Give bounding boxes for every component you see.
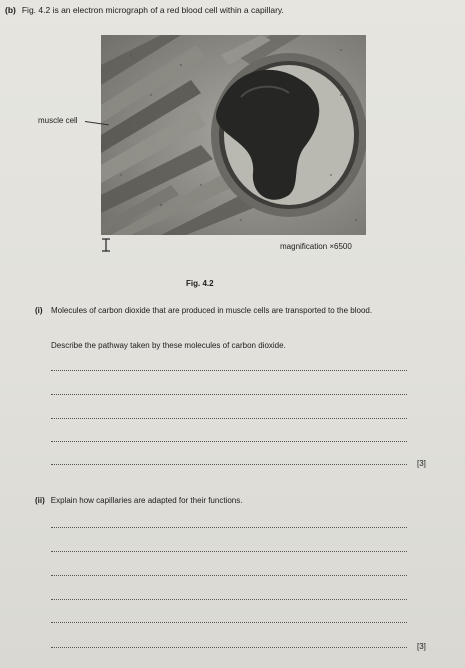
scale-bar-icon — [101, 238, 111, 252]
magnification-label: magnification ×6500 — [280, 242, 352, 251]
answer-line[interactable] — [51, 464, 407, 465]
answer-line[interactable] — [51, 527, 407, 528]
muscle-cell-label: muscle cell — [38, 116, 78, 125]
part-ii-number: (ii) — [35, 496, 45, 505]
part-i-instruction: Describe the pathway taken by these molecules of carbon dioxide. — [51, 341, 286, 350]
answer-line[interactable] — [51, 647, 407, 648]
part-i-number: (i) — [35, 306, 43, 315]
part-i-marks: [3] — [417, 459, 426, 468]
answer-line[interactable] — [51, 575, 407, 576]
answer-line[interactable] — [51, 622, 407, 623]
answer-line[interactable] — [51, 551, 407, 552]
answer-line[interactable] — [51, 394, 407, 395]
electron-micrograph — [101, 35, 366, 235]
answer-line[interactable] — [51, 441, 407, 442]
part-ii-text: Explain how capillaries are adapted for their functions. — [50, 496, 243, 505]
figure-caption: Fig. 4.2 — [186, 279, 214, 288]
part-ii-marks: [3] — [417, 642, 426, 651]
question-intro-text: Fig. 4.2 is an electron micrograph of a red blood cell within a capillary. — [21, 5, 284, 15]
answer-line[interactable] — [51, 370, 407, 371]
question-intro — [5, 5, 284, 15]
part-i-text: Molecules of carbon dioxide that are produced in muscle cells are transported to the blood. — [51, 306, 373, 315]
answer-line[interactable] — [51, 418, 407, 419]
answer-line[interactable] — [51, 599, 407, 600]
part-ii-question — [35, 496, 242, 505]
question-label: (b) — [5, 5, 16, 15]
micrograph-image — [101, 35, 366, 235]
